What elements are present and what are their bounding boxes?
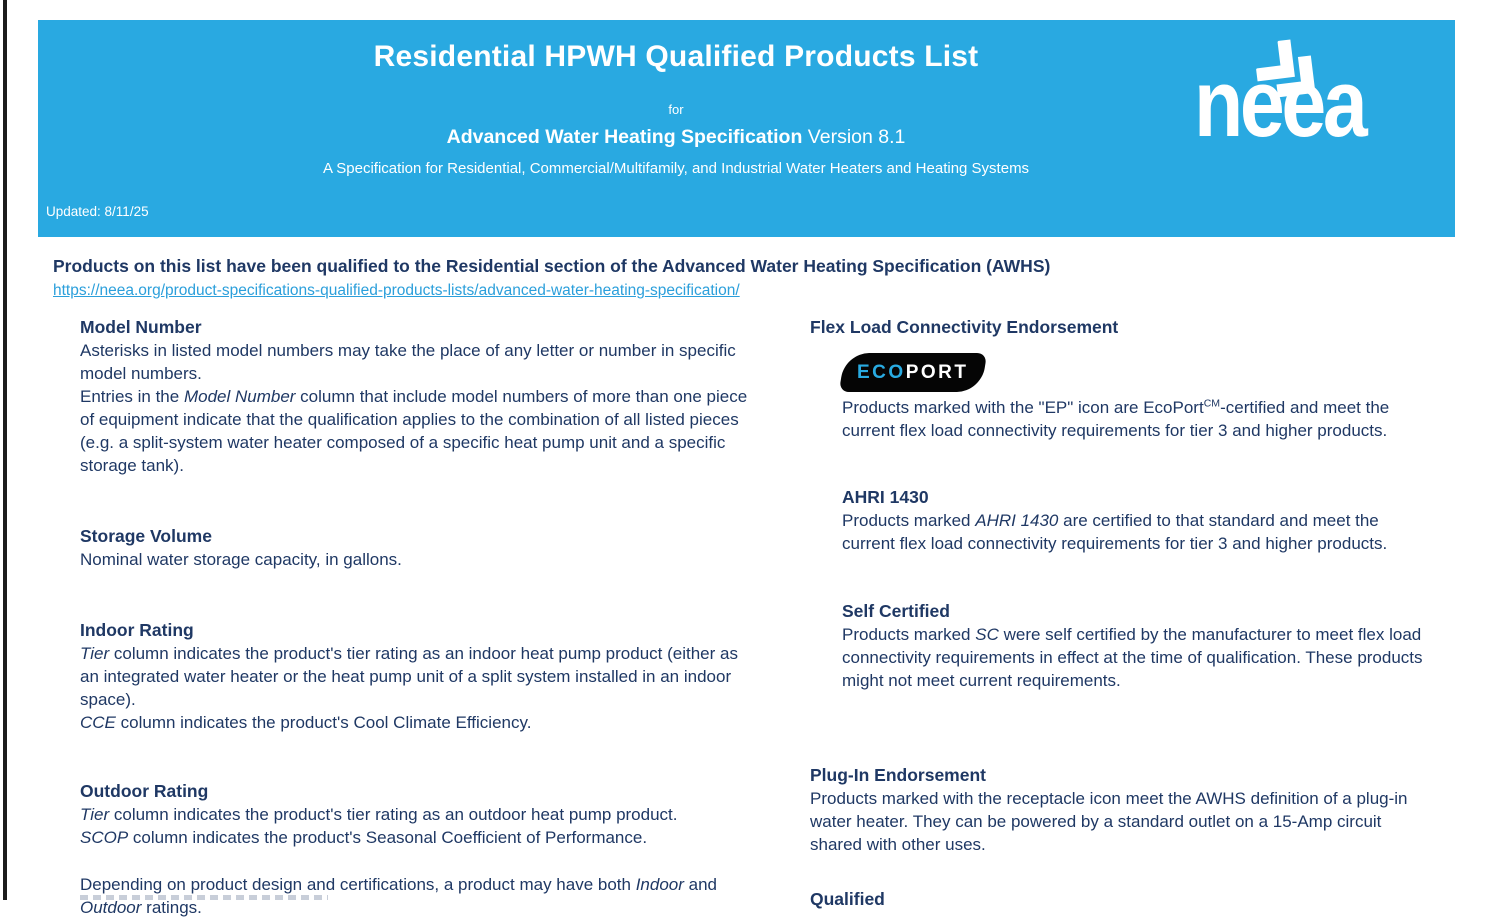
plug-in-heading: Plug-In Endorsement [810, 765, 986, 785]
banner-tagline: A Specification for Residential, Commercial/Multifamily, and Industrial Water Heaters and Heating Systems [322, 160, 1030, 177]
clipped-text-fragment [80, 895, 328, 900]
section-plug-in [810, 764, 1430, 856]
storage-volume-heading: Storage Volume [80, 526, 212, 546]
neea-wordmark: neea [1194, 50, 1365, 157]
ratings-note-paragraph: Depending on product design and certifications, a product may have both Indoor and Outdoor ratings. [80, 875, 717, 917]
section-flex-load [810, 316, 1430, 442]
ahri-1430-heading: AHRI 1430 [842, 487, 929, 507]
indoor-rating-heading: Indoor Rating [80, 620, 194, 640]
outdoor-rating-paragraph: Tier column indicates the product's tier rating as an outdoor heat pump product. [80, 805, 678, 824]
indoor-rating-paragraph: Tier column indicates the product's tier rating as an indoor heat pump product (either as an integrated water heater or the heat pump unit of a split system installed in an indoor space). [80, 644, 738, 709]
left-column [80, 316, 748, 919]
self-certified-heading: Self Certified [842, 601, 950, 621]
header-banner [38, 20, 1455, 237]
outdoor-rating-heading: Outdoor Rating [80, 781, 209, 801]
banner-subtitle [38, 126, 1314, 149]
section-self-certified [842, 600, 1430, 692]
right-column [810, 316, 1430, 856]
ecoport-logo [839, 353, 987, 392]
model-number-paragraph: Entries in the Model Number column that include model numbers of more than one piece of equipment indicate that the qualification applies to the combination of all listed pieces (e.g. a split-system water heater composed of a specific heat pump unit and a specific storage tank). [80, 387, 748, 475]
banner-for-label: for [668, 102, 684, 117]
awhs-spec-link[interactable]: https://neea.org/product-specifications-qualified-products-lists/advanced-water-heating-specification/ [53, 282, 740, 299]
indoor-rating-paragraph: CCE column indicates the product's Cool Climate Efficiency. [80, 713, 532, 732]
banner-subtitle-spec: Advanced Water Heating Specification [446, 126, 803, 148]
storage-volume-paragraph: Nominal water storage capacity, in gallons. [80, 550, 402, 569]
ecoport-port-text: PORT [905, 362, 969, 383]
page-title: Residential HPWH Qualified Products List [373, 40, 979, 73]
outdoor-rating-paragraph: SCOP column indicates the product's Seasonal Coefficient of Performance. [80, 828, 648, 847]
flex-load-paragraph: Products marked with the "EP" icon are EcoPort$^{CM}$-certified and meet the current flex load connectivity requirements for tier 3 and higher products. [842, 397, 1390, 440]
intro-heading: Products on this list have been qualified to the Residential section of the Advanced Water Heating Specification (AWHS) [53, 256, 1051, 276]
self-certified-paragraph: Products marked SC were self certified by the manufacturer to meet flex load connectivity requirements in effect at the time of qualification. These products might not meet current requirements. [842, 625, 1423, 690]
section-ahri-1430 [842, 486, 1430, 555]
plug-in-paragraph: Products marked with the receptacle icon meet the AWHS definition of a plug-in water heater. They can be powered by a standard outlet on a 15-Amp circuit shared with other uses. [810, 789, 1408, 854]
updated-date-label: Updated: 8/11/25 [46, 204, 149, 219]
banner-text-area [38, 20, 1314, 237]
section-model-number [80, 316, 748, 477]
neea-logo [1158, 20, 1455, 237]
model-number-heading: Model Number [80, 317, 202, 337]
section-storage-volume [80, 525, 748, 571]
window-left-edge [3, 0, 7, 900]
section-indoor-rating [80, 619, 748, 734]
clipped-qualified-heading: Qualified [810, 889, 885, 909]
intro-block [53, 256, 1253, 300]
banner-subtitle-version: Version 8.1 [802, 126, 906, 148]
ahri-1430-paragraph: Products marked AHRI 1430 are certified to that standard and meet the current flex load connectivity requirements for tier 3 and higher products. [842, 511, 1388, 553]
ecoport-eco-text: ECO [857, 362, 906, 383]
ecoport-logo-text [857, 361, 968, 384]
model-number-paragraph: Asterisks in listed model numbers may take the place of any letter or number in specific model numbers. [80, 341, 736, 383]
flex-load-heading: Flex Load Connectivity Endorsement [810, 317, 1119, 337]
